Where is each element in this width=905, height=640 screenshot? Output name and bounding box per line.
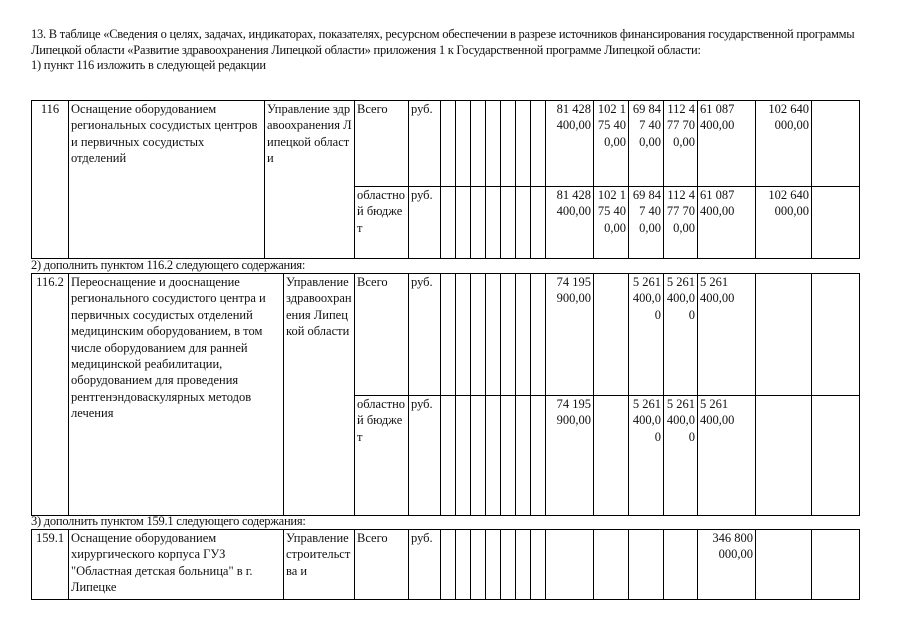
source-value-3: 5 261 400,00 (629, 396, 664, 516)
total-label: Всего (355, 101, 409, 187)
table-row-116 (31, 100, 860, 259)
total-label: Всего (355, 530, 409, 600)
source-value-4: 5 261 400,00 (664, 396, 698, 516)
item-3-label: 3) дополнить пунктом 159.1 следующего содержания: (31, 514, 306, 528)
value-6: 102 640 000,00 (756, 101, 812, 187)
source-value-1: 81 428 400,00 (546, 187, 594, 259)
value-1: 81 428 400,00 (546, 101, 594, 187)
source-value-2: 102 175 400,00 (594, 187, 629, 259)
source-value-6: 102 640 000,00 (756, 187, 812, 259)
value-3: 5 261 400,00 (629, 274, 664, 396)
value-1: 74 195 900,00 (546, 274, 594, 396)
row-number: 116.2 (32, 274, 69, 516)
value-5: 61 087 400,00 (698, 101, 756, 187)
row-number: 116 (32, 101, 69, 259)
value-3: 69 847 400,00 (629, 101, 664, 187)
item-2-label: 2) дополнить пунктом 116.2 следующего содержания: (31, 258, 306, 272)
source-value-5: 61 087 400,00 (698, 187, 756, 259)
measure-name: Оснащение оборудованием хирургического корпуса ГУЗ "Областная детская больница" в г. Липецке (69, 530, 284, 600)
source-label: областной бюджет (355, 187, 409, 259)
executor: Управление здравоохранения Липецкой области (265, 101, 355, 259)
table-row-116-2 (31, 273, 860, 516)
source-unit-label: руб. (409, 396, 441, 516)
value-4: 112 477 700,00 (664, 101, 698, 187)
unit-label: руб. (409, 101, 441, 187)
row-number: 159.1 (32, 530, 69, 600)
table-row-159-1 (31, 529, 860, 600)
source-value-5: 5 261 400,00 (698, 396, 756, 516)
source-label: областной бюджет (355, 396, 409, 516)
unit-label: руб. (409, 530, 441, 600)
unit-label: руб. (409, 274, 441, 396)
total-label: Всего (355, 274, 409, 396)
executor: Управление здравоохранения Липецкой области (284, 274, 355, 516)
item-1-label: 1) пункт 116 изложить в следующей редакции (31, 58, 266, 72)
source-value-1: 74 195 900,00 (546, 396, 594, 516)
measure-name: Оснащение оборудованием региональных сосудистых центров и первичных сосудистых отделений (69, 101, 265, 259)
value-5: 5 261 400,00 (698, 274, 756, 396)
intro-block (31, 27, 893, 74)
intro-paragraph: 13. В таблице «Сведения о целях, задачах, индикаторах, показателях, ресурсном обеспечении в разрезе источников финансирования государственной программы Липецкой области «Развитие здравоохранения Липецкой области» приложения 1 к Государственной программе Липецкой области: (31, 27, 855, 57)
source-unit-label: руб. (409, 187, 441, 259)
source-value-4: 112 477 700,00 (664, 187, 698, 259)
value-2: 102 175 400,00 (594, 101, 629, 187)
value-5: 346 800 000,00 (698, 530, 756, 600)
measure-name: Переоснащение и дооснащение регионального сосудистого центра и первичных сосудистых отделений медицинским оборудованием, в том числе оборудованием для ранней медицинской реабилитации, оборудованием для проведения рентгенэндоваскулярных методов лечения (69, 274, 284, 516)
executor: Управление строительства и (284, 530, 355, 600)
value-4: 5 261 400,00 (664, 274, 698, 396)
source-value-3: 69 847 400,00 (629, 187, 664, 259)
